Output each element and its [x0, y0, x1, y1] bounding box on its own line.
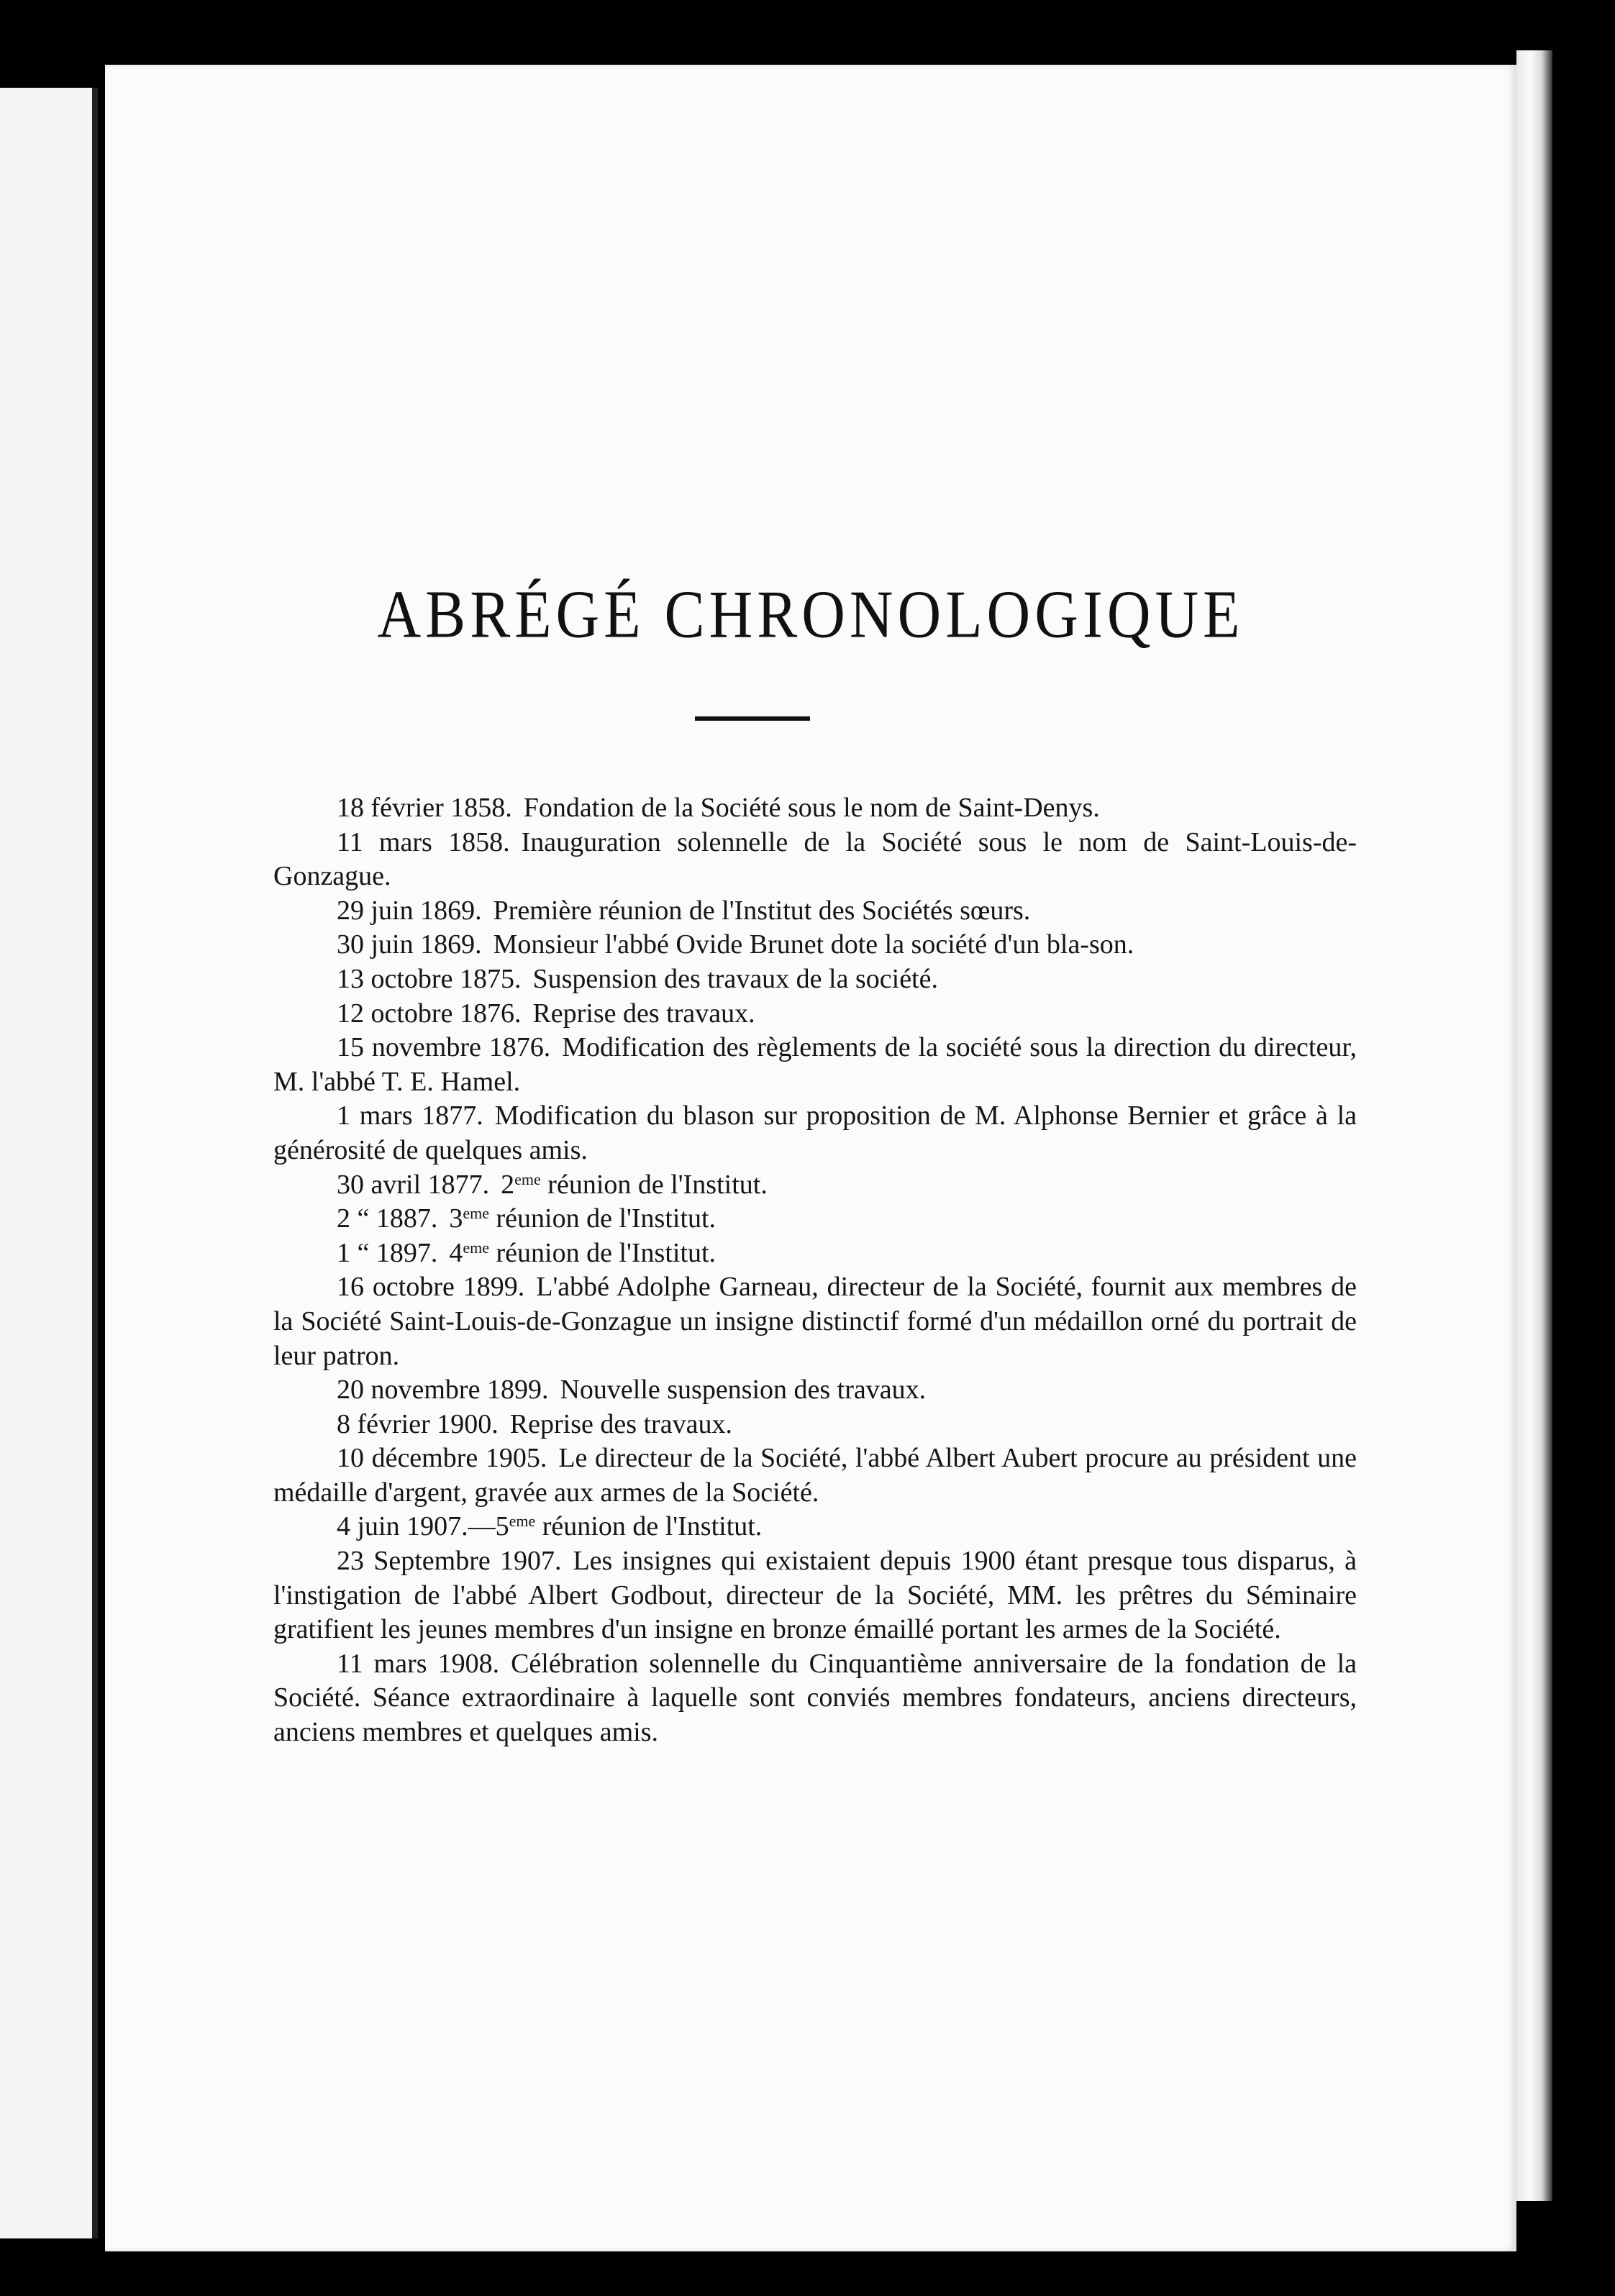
entry-ordinal-suffix: eme — [509, 1512, 536, 1531]
entry-text: Première réunion de l'Institut des Sociétés sœurs. — [493, 895, 1031, 926]
chronology-entry — [273, 1510, 1357, 1544]
entry-date: 18 février 1858. — [337, 793, 512, 823]
entry-date: 23 Septembre 1907. — [337, 1546, 562, 1577]
entry-date: 20 novembre 1899. — [337, 1375, 549, 1406]
entry-text: Fondation de la Société sous le nom de Saint-Denys. — [523, 793, 1100, 823]
entry-date: 16 octobre 1899. — [337, 1272, 525, 1303]
entry-text: réunion de l'Institut. — [496, 1203, 716, 1234]
entry-date: 29 juin 1869. — [337, 895, 482, 926]
right-page-edge — [1516, 50, 1552, 2201]
entry-text: Célébration solennelle du Cinquantième anniversaire de la fondation de la Société. Séance extraordinaire à laquelle sont conviés membres fondateurs, anciens directeurs, anciens membres et quelques amis. — [273, 1648, 1357, 1748]
chronology-entry — [273, 1168, 1357, 1203]
entry-text: Modification des règlements de la société sous la direction du directeur, M. l'abbé T. E. Hamel. — [273, 1032, 1357, 1097]
entry-date: 10 décembre 1905. — [337, 1443, 547, 1474]
entry-date: 1 “ 1897. — [337, 1237, 438, 1268]
entry-ordinal-suffix: eme — [463, 1204, 490, 1223]
entry-date: 2 “ 1887. — [337, 1203, 438, 1234]
entry-date: 30 juin 1869. — [337, 929, 482, 960]
entry-date: 4 juin 1907.— — [337, 1511, 496, 1542]
chronology-entry — [273, 962, 1357, 997]
entry-text: Suspension des travaux de la société. — [532, 963, 938, 994]
entry-ordinal-suffix: eme — [463, 1238, 490, 1257]
chronology-entry — [273, 1099, 1357, 1167]
chronology-entry — [273, 1441, 1357, 1510]
entry-date: 11 mars 1858. — [337, 826, 510, 857]
entry-text: L'abbé Adolphe Garneau, directeur de la Société, fournit aux membres de la Société Saint-Louis-de-Gonzague un insigne distinctif formé d'un médaillon orné du portrait de leur patron. — [273, 1272, 1357, 1371]
left-page-edge — [0, 88, 98, 2238]
page — [105, 65, 1516, 2251]
entry-ordinal-suffix: eme — [514, 1170, 541, 1188]
entry-text: Monsieur l'abbé Ovide Brunet dote la société d'un bla-son. — [493, 929, 1134, 960]
chronology-entry — [273, 1373, 1357, 1408]
entry-text: Le directeur de la Société, l'abbé Albert Aubert procure au président une médaille d'argent, gravée aux armes de la Société. — [273, 1443, 1357, 1508]
entry-text: réunion de l'Institut. — [496, 1237, 716, 1268]
entry-ordinal: 4 — [449, 1237, 463, 1268]
entry-date: 1 mars 1877. — [337, 1101, 483, 1131]
entry-date: 12 octobre 1876. — [337, 998, 522, 1029]
chronology-entry — [273, 1236, 1357, 1271]
entry-date: 11 mars 1908. — [337, 1648, 500, 1679]
entry-ordinal: 5 — [495, 1511, 509, 1542]
chronology-entry — [273, 1647, 1357, 1750]
page-title: ABRÉGÉ CHRONOLOGIQUE — [377, 577, 1245, 652]
chronology-entry — [273, 1270, 1357, 1373]
entry-text: Nouvelle suspension des travaux. — [560, 1375, 927, 1406]
chronology-entry — [273, 928, 1357, 962]
title-rule — [695, 716, 810, 721]
entry-date: 13 octobre 1875. — [337, 963, 522, 994]
chronology-list — [273, 791, 1357, 1750]
entry-text: Les insignes qui existaient depuis 1900 étant presque tous disparus, à l'instigation de l'abbé Albert Godbout, directeur de la Société, MM. les prêtres du Séminaire gratifient les jeunes membres d'un insigne en bronze émaillé portant les armes de la Société. — [273, 1546, 1357, 1645]
entry-text: Reprise des travaux. — [509, 1408, 732, 1439]
entry-ordinal: 3 — [449, 1203, 463, 1234]
entry-date: 30 avril 1877. — [337, 1169, 490, 1200]
chronology-entry — [273, 1031, 1357, 1099]
chronology-entry — [273, 894, 1357, 929]
entry-text: Reprise des travaux. — [532, 998, 755, 1029]
entry-ordinal: 2 — [501, 1169, 515, 1200]
entry-date: 8 février 1900. — [337, 1408, 499, 1439]
entry-date: 15 novembre 1876. — [337, 1032, 551, 1063]
entry-text: Modification du blason sur proposition de M. Alphonse Bernier et grâce à la générosité de quelques amis. — [273, 1101, 1357, 1165]
chronology-entry — [273, 1544, 1357, 1647]
entry-text: réunion de l'Institut. — [542, 1511, 763, 1542]
chronology-entry — [273, 1408, 1357, 1442]
entry-text: réunion de l'Institut. — [547, 1169, 768, 1200]
entry-text: Inauguration solennelle de la Société sous le nom de Saint-Louis-de-Gonzague. — [273, 826, 1357, 892]
chronology-entry — [273, 997, 1357, 1031]
chronology-entry — [273, 1202, 1357, 1236]
chronology-entry — [273, 791, 1357, 826]
chronology-entry — [273, 826, 1357, 894]
